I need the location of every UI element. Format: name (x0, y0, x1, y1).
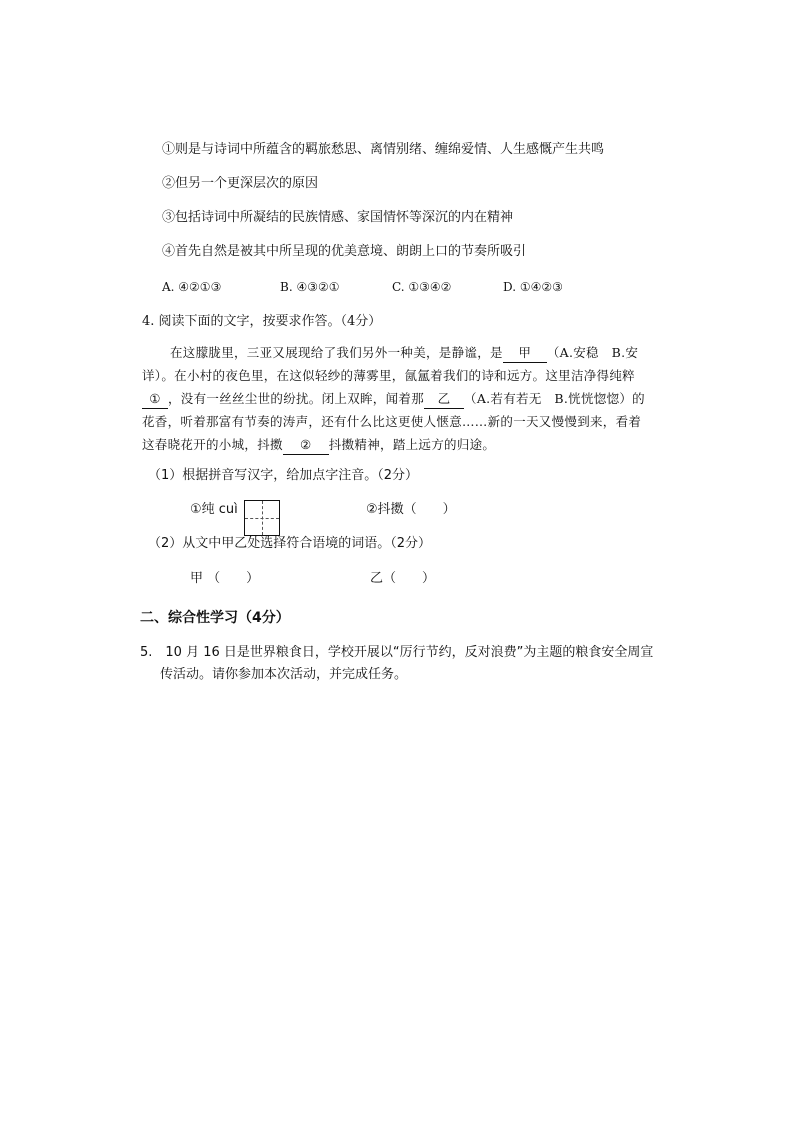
sentence-1: ①则是与诗词中所蕴含的羁旅愁思、离情别绪、缠绵爱情、人生感慨产生共鸣 (162, 142, 605, 157)
option-a: A. ④②①③ (162, 280, 222, 294)
character-writing-box[interactable] (244, 500, 280, 536)
passage-text: ，没有一丝丝尘世的纷扰。闭上双眸，闻着那 (168, 391, 425, 406)
passage-text: 在这朦胧里，三亚又展现给了我们另外一种美，是静谧，是 (170, 345, 503, 360)
question-4-title: 4. 阅读下面的文字，按要求作答。（4分） (142, 314, 382, 329)
sentence-3: ③包括诗词中所凝结的民族情感、家国情怀等深沉的内在精神 (162, 210, 514, 225)
passage-line-1 (170, 344, 638, 363)
passage-line-2: 详）。在小村的夜色里，在这似轻纱的薄雾里，氤氲着我们的诗和远方。这里洁净得纯粹 (142, 368, 635, 383)
passage-line-3 (142, 390, 645, 409)
blank-1: ① (142, 390, 168, 409)
passage-line-5 (142, 436, 495, 455)
passage-text: 抖擞精神，踏上远方的归途。 (328, 437, 496, 452)
option-d: D. ①④②③ (503, 280, 563, 294)
answer-jia: 甲 （ ） (190, 571, 260, 586)
passage-text: （A.安稳 B.安 (546, 345, 639, 360)
passage-text: （A.若有若无 B.恍恍惚惚）的 (464, 391, 645, 406)
option-b: B. ④③②① (280, 280, 340, 294)
sub-question-2-title: （2）从文中甲乙处选择符合语境的词语。（2分） (148, 536, 432, 551)
question-5-line-1: 5. 10 月 16 日是世界粮食日，学校开展以“厉行节约，反对浪费”为主题的粮食安全周宣 (140, 645, 654, 660)
passage-text: 这春晓花开的小城，抖擞 (142, 437, 283, 452)
sub-question-1-title: （1）根据拼音写汉字，给加点字注音。（2分） (148, 468, 419, 483)
section-2-heading: 二、综合性学习（4分） (140, 610, 290, 626)
blank-yi: 乙 (424, 390, 464, 409)
option-c: C. ①③④② (392, 280, 452, 294)
blank-jia: 甲 (503, 344, 547, 363)
pinyin-item: ①纯 cuì (190, 502, 238, 517)
answer-yi: 乙（ ） (370, 571, 436, 586)
question-5-line-2: 传活动。请你参加本次活动，并完成任务。 (160, 667, 408, 682)
phonetic-item: ②抖擞（ ） (366, 502, 456, 517)
passage-line-4: 花香，听着那富有节奏的涛声，还有什么比这更使人惬意……新的一天又慢慢到来，看着 (142, 414, 642, 429)
blank-2: ② (283, 436, 329, 455)
sentence-2: ②但另一个更深层次的原因 (162, 176, 319, 191)
sentence-4: ④首先自然是被其中所呈现的优美意境、朗朗上口的节奏所吸引 (162, 244, 527, 259)
